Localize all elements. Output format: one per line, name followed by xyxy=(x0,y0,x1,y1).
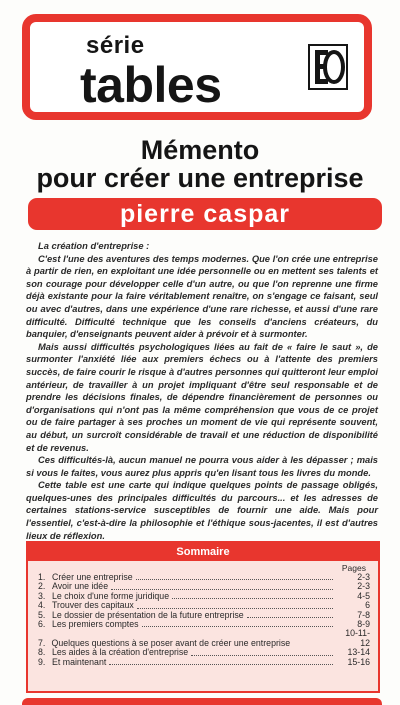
toc-number: 7. xyxy=(38,637,46,648)
toc-leader xyxy=(111,589,333,590)
toc-number: 9. xyxy=(38,656,46,667)
toc-title: Les aides à la création d'entreprise xyxy=(52,647,189,658)
toc-pages: 2-3 xyxy=(357,581,370,592)
publisher-logo-icon xyxy=(308,44,348,90)
text-heading: La création d'entreprise : xyxy=(38,241,150,251)
toc-number: 4. xyxy=(38,600,46,611)
series-box xyxy=(22,14,372,120)
toc-leader xyxy=(136,579,333,580)
toc-item xyxy=(38,658,370,667)
toc-pages: 10-11-12 xyxy=(345,628,370,648)
sommaire-box xyxy=(26,541,380,693)
toc-title: Le choix d'une forme juridique xyxy=(52,590,170,601)
sommaire-heading: Sommaire xyxy=(28,543,378,561)
pages-label: Pages xyxy=(341,563,366,573)
toc-leader xyxy=(247,617,333,618)
series-title: tables xyxy=(80,57,222,113)
toc-title: Quelques questions à se poser avant de créer une entreprise xyxy=(51,637,291,648)
text-paragraph: Mais aussi difficultés psychologiques liées au fait de « faire le saut », de surmonter l'anxiété liée aux premiers échecs ou à l'attente des premiers succès, de faire courir le risque à d'autres personnes qui quitteront leur emploi antérieur, de travailler à un projet impliquant d'être seul responsable et de prendre les décisions finales, de dépendre financièrement de personnes ou d'organisations qui n'ont pas la même compréhension que vous de ce projet ou de faire partager à ses proches un moment de vie qui représente souvent, au début, un surcroît considérable de travail et une réduction de disponibilité et de revenus. xyxy=(26,341,378,453)
toc-pages: 6 xyxy=(365,600,370,611)
toc-number: 6. xyxy=(38,619,46,630)
toc-number: 2. xyxy=(38,581,46,592)
toc-leader xyxy=(142,626,333,627)
toc-number: 5. xyxy=(38,609,46,620)
book-title-line1: Mémento xyxy=(140,135,260,165)
toc-leader xyxy=(137,608,333,609)
toc-pages: 15-16 xyxy=(347,656,370,667)
toc-leader xyxy=(109,664,333,665)
series-label: série xyxy=(86,32,145,59)
author-bar xyxy=(28,198,382,230)
toc-number: 8. xyxy=(38,647,46,658)
toc-item xyxy=(38,629,370,648)
toc-pages: 7-8 xyxy=(357,609,370,620)
toc-number: 1. xyxy=(38,572,46,582)
toc-title: Le dossier de présentation de la future entreprise xyxy=(52,609,244,620)
presentation-text xyxy=(26,240,378,542)
toc-pages: 8-9 xyxy=(357,619,370,630)
toc-pages: 13-14 xyxy=(347,647,370,658)
toc-title: Créer une entreprise xyxy=(52,572,133,582)
text-paragraph: Ces difficultés-là, aucun manuel ne pourra vous aider à les dépasser ; mais si vous le faites, vous aurez plus appris qu'en lisant tous les livres du monde. xyxy=(26,455,378,478)
text-paragraph: C'est l'une des aventures des temps modernes. Que l'on crée une entreprise à partir de rien, en exploitant une idée personnelle ou en mettent ses talents et son courage pour développer celle d'un autre, ou que l'on reprenne une firme déjà existante pour la faire véritablement renaître, on s'engage ce faisant, seul ou avec d'autres, dans une expérience d'une rare richesse, et aussi d'une rare difficulté. Difficulté technique que les conseils d'anciens créateurs, du banquier, d'enseignants peuvent aider à prévoir et à surmonter. xyxy=(26,253,378,340)
toc-pages: 4-5 xyxy=(357,590,370,601)
author-name: pierre caspar xyxy=(119,200,291,228)
toc-pages: 2-3 xyxy=(357,572,370,582)
toc-number: 3. xyxy=(38,590,46,601)
toc-title: Les premiers comptes xyxy=(52,619,139,630)
toc-leader xyxy=(191,655,333,656)
toc-title: Avoir une idée xyxy=(52,581,109,592)
text-paragraph: Cette table est une carte qui indique quelques points de passage obligés, quelques-unes des principales difficultés du parcours... et les adresses de certaines stations-service susceptibles de fournir une aide. Mais pour l'essentiel, c'est-à-dire la philosophie et l'éthique sous-jacentes, il est d'autres lieux de réflexion. xyxy=(26,480,378,541)
toc-title: Trouver des capitaux xyxy=(52,600,134,611)
toc-item xyxy=(38,620,370,629)
bottom-accent-strip xyxy=(22,698,382,705)
table-of-contents xyxy=(38,573,370,667)
toc-title: Et maintenant xyxy=(52,656,107,667)
toc-leader xyxy=(172,598,333,599)
book-title-line2: pour créer une entreprise xyxy=(36,163,364,193)
